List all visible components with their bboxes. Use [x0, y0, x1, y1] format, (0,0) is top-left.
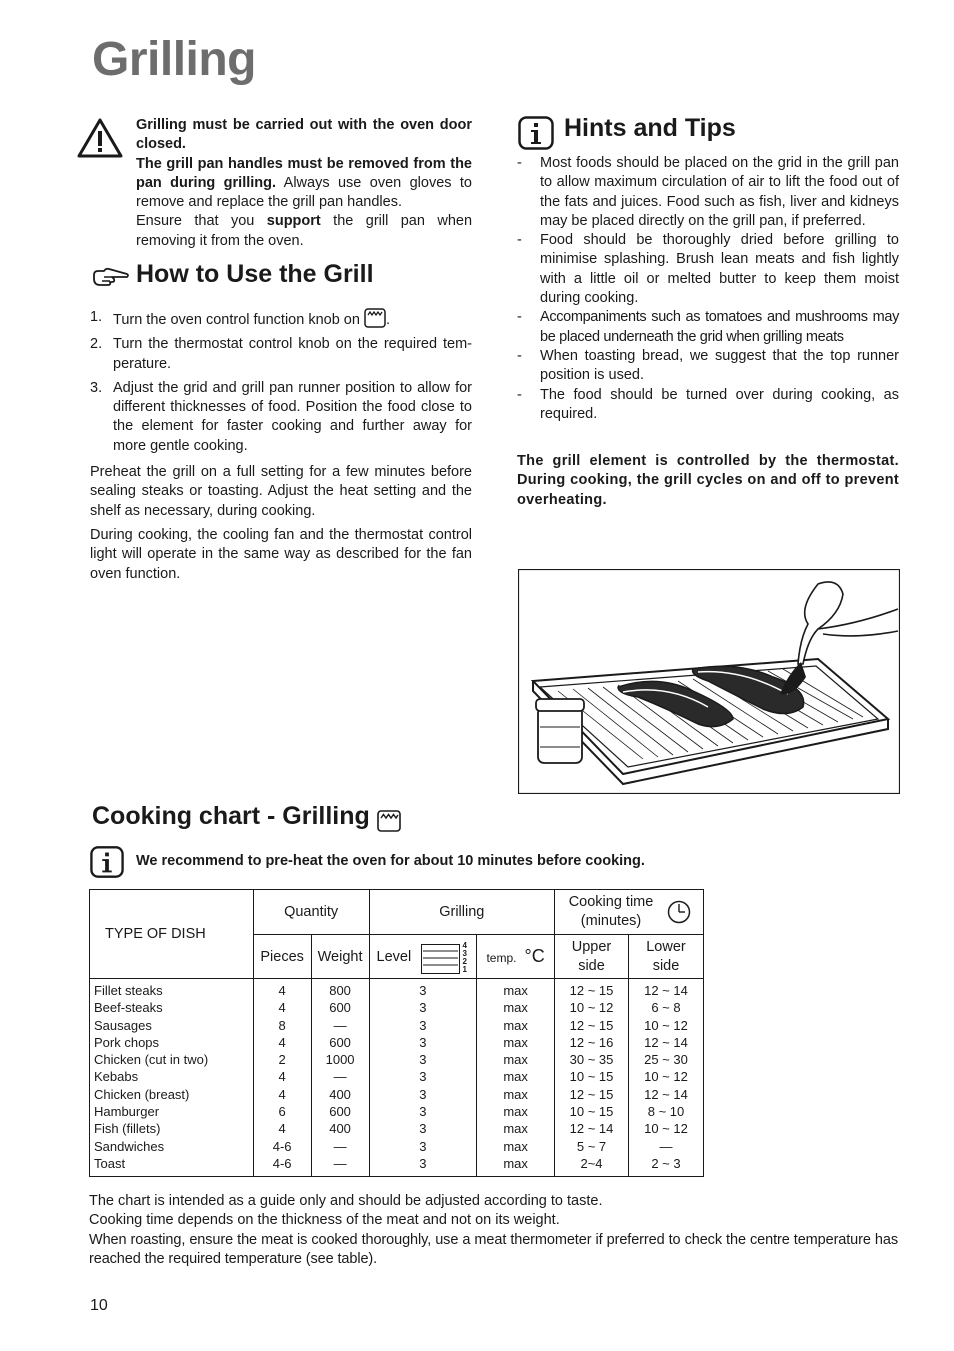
- hint-text: Food should be thoroughly dried before grilling to minimise splashing. Brush lean meats and fish lightly with a little oil or melted butter to keep them moist during cooking.: [540, 232, 899, 307]
- warning-bold-1: Grilling must be carried out with the oven door closed.: [136, 117, 472, 153]
- cell-lower: —: [659, 1138, 673, 1154]
- cell-dish: Beef-steaks: [94, 1000, 163, 1016]
- header-temp-text: temp.: [486, 951, 517, 965]
- column-pieces: [253, 979, 311, 1177]
- dash: -: [517, 386, 522, 403]
- step-text: Adjust the grid and grill pan runner position to allow for different thicknesses of food. Position the food close to the element for faster cooking and further away for more gentle cooking.: [113, 379, 472, 454]
- cell-upper: 12 ~ 14: [569, 1121, 614, 1137]
- list-item: [517, 231, 899, 308]
- cell-weight: 600: [329, 1000, 351, 1016]
- cell-upper: 2~4: [580, 1155, 603, 1171]
- warning-text-3a: Ensure that you: [136, 213, 267, 230]
- list-item: [90, 335, 472, 374]
- cell-level: 3: [419, 1138, 427, 1154]
- step-suffix: .: [385, 312, 390, 328]
- cell-pieces: 4: [278, 1121, 286, 1137]
- footer-line-1: The chart is intended as a guide only and should be adjusted according to taste.: [89, 1193, 603, 1209]
- cell-lower: 10 ~ 12: [644, 1121, 688, 1137]
- warning-text: [136, 116, 472, 251]
- cell-upper: 10 ~ 12: [569, 1000, 614, 1016]
- cell-lower: 25 ~ 30: [644, 1052, 688, 1068]
- list-item: [90, 379, 472, 456]
- cell-level: 3: [419, 1069, 427, 1085]
- cell-pieces: 4: [278, 1086, 286, 1102]
- cell-pieces: 2: [278, 1052, 286, 1068]
- level-number: 3: [462, 948, 467, 958]
- table-body-row: [90, 979, 704, 1177]
- list-item: [517, 154, 899, 231]
- cell-temp: max: [503, 1104, 528, 1120]
- cell-temp: max: [503, 1000, 528, 1016]
- step-text: Turn the thermostat control knob on the required tem-perature.: [113, 336, 472, 372]
- header-temp: [477, 935, 555, 979]
- hint-text: Accompaniments such as tomatoes and mushrooms may be placed underneath the grid when grilling meats: [540, 309, 899, 345]
- cell-pieces: 4: [278, 1000, 286, 1016]
- preheat-paragraph: Preheat the grill on a full setting for a few minutes before sealing steaks or toasting. Adjust the heat setting and the shelf as necessary, during cooking.: [90, 464, 472, 519]
- footer-line-2: Cooking time depends on the thickness of the meat and not on its weight.: [89, 1212, 560, 1229]
- header-cooking-time: [555, 890, 704, 935]
- header-celsius: °C: [524, 946, 545, 966]
- cell-upper: 12 ~ 15: [569, 1086, 614, 1102]
- dash: -: [517, 155, 522, 171]
- cell-weight: 400: [329, 1086, 351, 1102]
- cell-temp: max: [503, 1086, 528, 1102]
- hint-text: The food should be turned over during cooking, as required.: [540, 386, 899, 422]
- how-to-steps: [90, 308, 472, 461]
- cell-dish: Sandwiches: [94, 1138, 165, 1154]
- step-number: 2.: [90, 336, 103, 353]
- cell-lower: 2 ~ 3: [651, 1155, 681, 1171]
- how-to-heading: How to Use the Grill: [136, 260, 374, 288]
- dash: -: [517, 232, 522, 249]
- cell-pieces: 4-6: [272, 1138, 292, 1154]
- cell-weight: —: [333, 1155, 347, 1171]
- header-lower-side: Lower side: [628, 935, 703, 979]
- cell-weight: —: [333, 1017, 347, 1033]
- cell-dish: Toast: [94, 1155, 126, 1171]
- shelf-level-icon: [421, 940, 467, 974]
- cell-pieces: 4: [278, 1069, 286, 1085]
- info-icon: [90, 845, 124, 879]
- step-text: Turn the oven control function knob on: [113, 312, 360, 328]
- cell-level: 3: [419, 1017, 427, 1033]
- column-upper: [555, 979, 629, 1177]
- column-temp: [477, 979, 555, 1177]
- warning-triangle-icon: [76, 117, 124, 159]
- cell-lower: 12 ~ 14: [644, 983, 688, 998]
- cell-upper: 30 ~ 35: [569, 1052, 614, 1068]
- cell-level: 3: [419, 1052, 427, 1068]
- cell-lower: 12 ~ 14: [644, 1086, 688, 1102]
- cell-temp: max: [503, 1017, 528, 1033]
- cell-upper: 12 ~ 15: [569, 983, 614, 998]
- cell-lower: 8 ~ 10: [647, 1104, 685, 1120]
- pointing-hand-icon: [92, 267, 130, 287]
- cell-dish: Hamburger: [94, 1104, 160, 1120]
- dash: -: [517, 309, 522, 326]
- header-type-of-dish: TYPE OF DISH: [90, 890, 254, 979]
- header-quantity: Quantity: [253, 890, 369, 935]
- hint-text: When toasting bread, we suggest that the top runner position is used.: [540, 347, 899, 384]
- header-grilling: Grilling: [369, 890, 554, 935]
- list-item: [90, 308, 472, 330]
- step-number: 1.: [90, 309, 103, 325]
- cell-lower: 10 ~ 12: [644, 1017, 688, 1033]
- level-number: 4: [462, 940, 467, 950]
- hints-heading: Hints and Tips: [564, 114, 736, 142]
- info-icon: [518, 116, 554, 150]
- cell-weight: —: [333, 1138, 347, 1154]
- cell-dish: Chicken (cut in two): [94, 1052, 209, 1068]
- list-item: [517, 386, 899, 425]
- chart-footer: [89, 1192, 898, 1269]
- cell-dish: Fillet steaks: [94, 983, 163, 998]
- column-lower: [628, 979, 703, 1177]
- cell-weight: 400: [329, 1121, 351, 1137]
- column-level: [369, 979, 477, 1177]
- cell-pieces: 4-6: [272, 1155, 292, 1171]
- cell-weight: 600: [329, 1104, 351, 1120]
- cell-level: 3: [419, 983, 427, 998]
- page-number: 10: [90, 1297, 108, 1314]
- cell-dish: Sausages: [94, 1017, 152, 1033]
- cell-lower: 6 ~ 8: [651, 1000, 681, 1016]
- thermostat-note: The grill element is controlled by the thermostat. During cooking, the grill cycles on and off to prevent overheating.: [517, 453, 899, 508]
- list-item: [517, 308, 899, 347]
- warning-text-2: Always use oven gloves to remove and replace the grill pan handles.: [136, 174, 472, 211]
- clock-icon: [667, 900, 691, 924]
- list-item: [517, 347, 899, 386]
- header-upper-side: Upper side: [555, 935, 629, 979]
- cell-upper: 12 ~ 16: [569, 1034, 614, 1050]
- cooking-chart-table: [89, 889, 704, 1177]
- cell-weight: 1000: [325, 1052, 355, 1068]
- column-weight: [311, 979, 369, 1177]
- cell-level: 3: [419, 1121, 427, 1137]
- level-numbers: [463, 942, 467, 975]
- cell-pieces: 4: [278, 983, 286, 998]
- header-cooking-time-text: Cooking time (minutes): [568, 894, 654, 929]
- cell-temp: max: [503, 1052, 528, 1068]
- column-dish: [90, 979, 254, 1177]
- warning-text-3b: the grill pan when removing it from the oven.: [136, 213, 473, 249]
- step-number: 3.: [90, 379, 103, 396]
- cell-upper: 10 ~ 15: [569, 1069, 614, 1085]
- chart-heading: Cooking chart - Grilling: [92, 802, 370, 830]
- cell-temp: max: [503, 983, 528, 998]
- warning-support: support: [266, 213, 321, 230]
- header-weight: Weight: [311, 935, 369, 979]
- cell-lower: 10 ~ 12: [644, 1069, 688, 1085]
- cell-level: 3: [419, 1155, 427, 1171]
- cell-lower: 12 ~ 14: [644, 1034, 688, 1050]
- grill-pan-illustration: [518, 569, 900, 794]
- cell-upper: 10 ~ 15: [569, 1104, 614, 1120]
- cell-weight: —: [333, 1069, 347, 1085]
- preheat-recommendation: We recommend to pre-heat the oven for about 10 minutes before cooking.: [136, 853, 645, 869]
- cell-weight: 600: [329, 1034, 351, 1050]
- cell-pieces: 4: [278, 1034, 286, 1050]
- header-level-text: Level: [376, 948, 412, 965]
- cell-weight: 800: [329, 983, 351, 998]
- warning-bold-2: The grill pan handles must be removed from the pan during grilling.: [136, 155, 472, 191]
- cell-temp: max: [503, 1069, 528, 1085]
- cell-level: 3: [419, 1104, 427, 1120]
- grill-symbol-icon: [364, 308, 386, 328]
- cell-pieces: 6: [278, 1104, 286, 1120]
- cell-upper: 5 ~ 7: [576, 1138, 607, 1154]
- page-title: Grilling: [92, 33, 256, 86]
- hints-list: [517, 154, 899, 424]
- cell-upper: 12 ~ 15: [569, 1017, 614, 1033]
- level-number: 1: [462, 965, 467, 975]
- header-level: [369, 935, 477, 979]
- cell-dish: Pork chops: [94, 1034, 160, 1050]
- cell-temp: max: [503, 1034, 528, 1050]
- cell-dish: Chicken (breast): [94, 1086, 190, 1102]
- dash: -: [517, 347, 522, 364]
- cell-dish: Fish (fillets): [94, 1121, 161, 1137]
- header-pieces: Pieces: [253, 935, 311, 979]
- cell-temp: max: [503, 1155, 528, 1171]
- cell-temp: max: [503, 1138, 528, 1154]
- level-number: 2: [462, 957, 467, 967]
- hint-text: Most foods should be placed on the grid in the grill pan to allow maximum circulation of air to lift the food out of the fats and juices. Food such as fish, liver and kidneys may be placed directly on the grill pan, if preferred.: [540, 155, 899, 229]
- cell-dish: Kebabs: [94, 1069, 139, 1085]
- cell-level: 3: [419, 1086, 427, 1102]
- footer-line-3: When roasting, ensure the meat is cooked thoroughly, use a meat thermometer if preferred to check the centre temperature has reached the required temperature (see table).: [89, 1231, 898, 1267]
- cell-pieces: 8: [278, 1017, 286, 1033]
- cell-level: 3: [419, 1000, 427, 1016]
- cell-temp: max: [503, 1121, 528, 1137]
- cooling-fan-paragraph: During cooking, the cooling fan and the thermostat control light will operate in the same way as described for the fan oven function.: [90, 527, 472, 582]
- cell-level: 3: [419, 1034, 427, 1050]
- grill-symbol-icon: [377, 810, 401, 832]
